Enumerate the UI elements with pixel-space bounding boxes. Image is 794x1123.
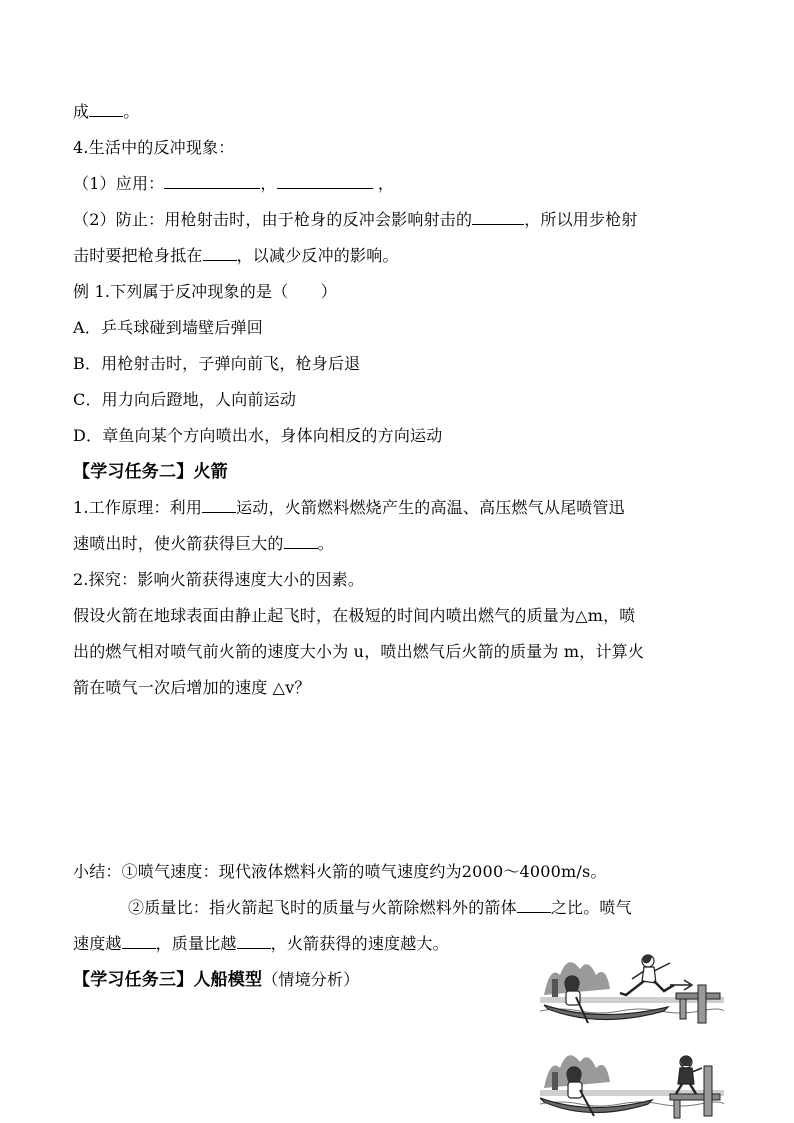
- text: 。: [123, 102, 140, 121]
- section-heading-2: 【学习任务二】火箭: [73, 462, 228, 482]
- line-12: [73, 497, 625, 519]
- blank-application-2[interactable]: [277, 173, 373, 189]
- blank[interactable]: [89, 101, 123, 117]
- summary-line-2: [128, 897, 632, 919]
- line-4: [73, 209, 638, 231]
- text: （2）防止：用枪射击时，由于枪身的反冲会影响射击的: [73, 210, 473, 229]
- text: 成: [73, 102, 90, 121]
- blank-application-1[interactable]: [164, 173, 260, 189]
- text: 【学习任务三】人船模型: [73, 970, 263, 990]
- text: 1.工作原理：利用: [73, 498, 203, 517]
- text: ，质量比越: [155, 934, 237, 953]
- text: ，: [377, 174, 395, 193]
- text: 运动，火箭燃料燃烧产生的高温、高压燃气从尾喷管迅: [236, 498, 625, 517]
- line-16: 出的燃气相对喷气前火箭的速度大小为 u，喷出燃气后火箭的质量为 m，计算火: [73, 642, 645, 661]
- blank[interactable]: [472, 209, 524, 225]
- text: ，以减少反冲的影响。: [236, 246, 399, 265]
- blank[interactable]: [202, 497, 236, 513]
- blank[interactable]: [237, 933, 271, 949]
- text: ②质量比：指火箭起飞时的质量与火箭除燃料外的箭体: [128, 898, 517, 917]
- example-question: 例 1.下列属于反冲现象的是（ ）: [73, 282, 337, 301]
- text: 。: [317, 534, 334, 553]
- text: （情境分析）: [262, 970, 360, 989]
- line-14: 2.探究：影响火箭获得速度大小的因素。: [73, 570, 365, 589]
- boat-scene-1-image: [540, 945, 724, 1027]
- blank[interactable]: [517, 897, 551, 913]
- option-a[interactable]: A．乒乓球碰到墙壁后弹回: [73, 318, 263, 337]
- text: 击时要把枪身抵在: [73, 246, 203, 265]
- text: 速度越: [73, 934, 122, 953]
- boat-scene-2-image: [540, 1040, 724, 1122]
- line-2: 4.生活中的反冲现象：: [73, 138, 235, 157]
- option-d[interactable]: D．章鱼向某个方向喷出水，身体向相反的方向运动: [73, 426, 443, 445]
- blank[interactable]: [203, 245, 237, 261]
- text: ，: [260, 174, 277, 193]
- blank[interactable]: [122, 933, 156, 949]
- section-heading-3: [73, 969, 359, 991]
- line-1: [73, 101, 139, 123]
- option-b[interactable]: B．用枪射击时，子弹向前飞，枪身后退: [73, 354, 361, 373]
- line-17: 箭在喷气一次后增加的速度 △v？: [73, 678, 311, 697]
- line-13: [73, 533, 334, 555]
- text: ，所以用步枪射: [524, 210, 638, 229]
- option-c[interactable]: C．用力向后蹬地，人向前运动: [73, 390, 297, 409]
- line-5: [73, 245, 399, 267]
- text: ，火箭获得的速度越大。: [270, 934, 449, 953]
- blank[interactable]: [284, 533, 318, 549]
- summary-line-1: 小结：①喷气速度：现代液体燃料火箭的喷气速度约为2000～4000m/s。: [73, 862, 607, 881]
- summary-line-3: [73, 933, 449, 955]
- text: 速喷出时，使火箭获得巨大的: [73, 534, 284, 553]
- line-15: 假设火箭在地球表面由静止起飞时，在极短的时间内喷出燃气的质量为△m，喷: [73, 606, 636, 625]
- text: （1）应用：: [73, 174, 165, 193]
- line-3: [73, 173, 394, 195]
- text: 之比。喷气: [550, 898, 632, 917]
